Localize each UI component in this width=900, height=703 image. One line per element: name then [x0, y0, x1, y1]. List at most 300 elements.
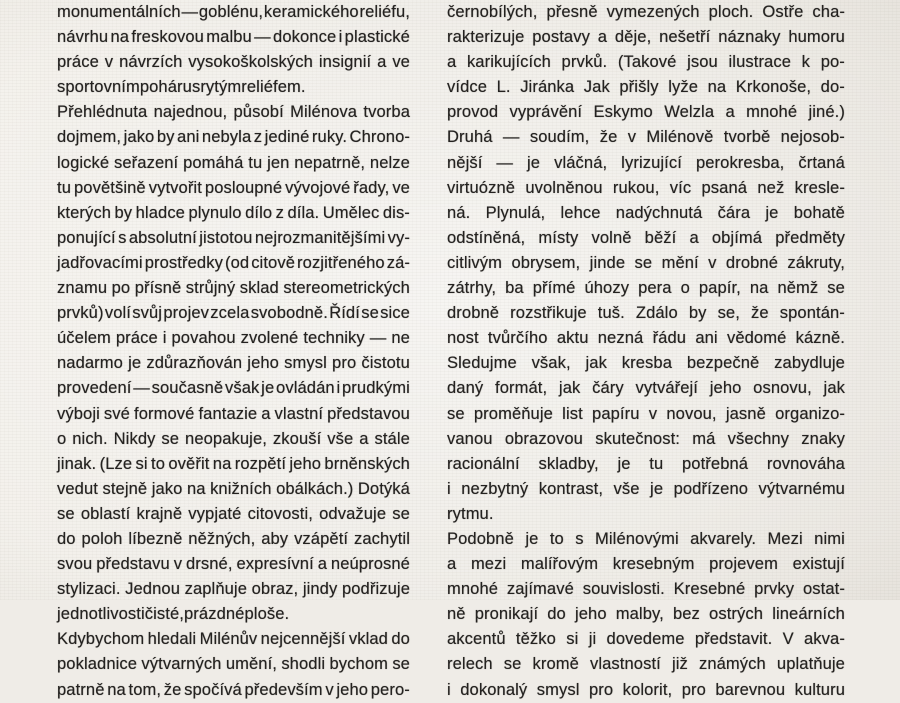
word: vymezených: [606, 3, 700, 21]
word: čáry: [592, 379, 624, 398]
word: umění,: [225, 655, 277, 674]
word: racionální: [447, 454, 520, 473]
word: vypjaté: [188, 504, 242, 523]
word: —: [254, 28, 271, 47]
word: zaplňuje: [184, 580, 248, 599]
word: citlivým: [447, 253, 503, 272]
text-line: [447, 477, 845, 502]
word: nepatrně,: [294, 153, 366, 172]
word: vzápětí: [294, 529, 349, 548]
word: Kdybychom: [57, 630, 145, 649]
word: výtvarných: [141, 655, 222, 674]
word: daný: [447, 379, 484, 398]
paragraph: [57, 627, 410, 702]
word: úhozy: [584, 279, 630, 298]
word: se: [361, 304, 379, 323]
word: nost: [447, 329, 479, 348]
word: pero-: [370, 680, 410, 699]
word: ani: [695, 329, 718, 348]
word: se: [161, 429, 180, 448]
word: potřebná: [682, 454, 749, 473]
word: místy: [538, 228, 579, 247]
word: pomáhá: [183, 153, 244, 172]
word: se: [392, 655, 410, 674]
word: Mezi: [767, 529, 803, 548]
text-line: [57, 226, 410, 251]
word: vláčná,: [554, 153, 608, 172]
text-line: [57, 427, 410, 452]
text-line: [447, 602, 845, 627]
word: má: [692, 429, 716, 448]
word: stejně: [102, 479, 148, 498]
word: jinak.: [57, 454, 97, 473]
word: přesně: [546, 3, 598, 21]
word: a: [597, 28, 608, 47]
text-line: [57, 125, 410, 150]
word: tu: [57, 178, 72, 197]
word: vývojové: [285, 178, 351, 197]
word: plynulo: [188, 203, 242, 222]
word: se: [634, 253, 653, 272]
paragraph: [447, 527, 845, 703]
word: bez: [672, 605, 700, 624]
word: aby: [261, 529, 289, 548]
word: seřazení: [114, 153, 179, 172]
word: vklad: [348, 630, 388, 649]
text-line: [57, 602, 410, 627]
text-line: [57, 75, 410, 100]
word: nejcennější: [260, 630, 346, 649]
word: Eskymo: [593, 103, 653, 122]
word: je: [261, 379, 275, 398]
word: díla.: [287, 203, 320, 222]
word: je: [128, 354, 142, 373]
word: si: [566, 630, 579, 649]
word: se: [827, 279, 845, 298]
text-line: [447, 151, 845, 176]
word: se: [447, 404, 465, 423]
word: insignií: [318, 53, 372, 72]
word: zabydluje: [774, 354, 845, 373]
word: projev: [163, 304, 210, 323]
word: nější: [447, 153, 483, 172]
word: představou: [327, 404, 410, 423]
word: prázdné: [184, 605, 245, 624]
word: Podobně: [447, 529, 514, 548]
word: práce: [57, 53, 99, 72]
word: kolorit,: [622, 680, 673, 699]
word: známých: [698, 655, 766, 674]
word: ponující: [57, 228, 116, 247]
word: ploše.: [244, 605, 290, 624]
text-line: [57, 301, 410, 326]
word: smysl: [536, 680, 580, 699]
text-line: [447, 125, 845, 150]
word: by: [156, 128, 175, 147]
word: monumentálních: [57, 3, 181, 21]
word: výtvarnému: [758, 479, 845, 498]
word: Řídí: [329, 304, 360, 323]
word: reliéfem.: [241, 78, 306, 97]
word: nezbytný: [461, 479, 529, 498]
left-text-column: [57, 0, 410, 703]
word: najednou,: [153, 103, 228, 122]
word: odvažuje: [319, 504, 387, 523]
word: Jak: [583, 78, 610, 97]
word: zkouší: [272, 429, 322, 448]
word: ji: [588, 630, 597, 649]
word: papíru: [592, 404, 640, 423]
word: shodli: [281, 655, 326, 674]
word: poháru: [139, 78, 192, 97]
word: zákruty,: [787, 253, 845, 272]
word: zajímavé: [506, 580, 574, 599]
text-line: [447, 100, 845, 125]
word: na: [707, 78, 727, 97]
word: techniky: [303, 329, 365, 348]
text-line: [447, 176, 845, 201]
word: Sledujme: [447, 354, 517, 373]
word: Jednou: [125, 580, 180, 599]
word: tvorbě: [723, 128, 771, 147]
word: těžko: [515, 630, 556, 649]
word: sportovním: [57, 78, 140, 97]
word: čisté,: [144, 605, 185, 624]
word: znaky: [801, 429, 845, 448]
word: a: [377, 53, 387, 72]
word: Jiránka: [520, 78, 575, 97]
word: i: [338, 28, 343, 47]
word: ně: [447, 605, 466, 624]
word: po-: [820, 53, 845, 72]
word: v: [173, 555, 183, 574]
word: drobné: [725, 253, 779, 272]
text-line: [57, 0, 410, 25]
word: akva-: [804, 630, 845, 649]
word: Zdálo: [635, 304, 678, 323]
word: organizo-: [775, 404, 845, 423]
text-line: [447, 251, 845, 276]
word: kresebným: [612, 555, 695, 574]
word: povahou: [171, 329, 236, 348]
text-line: [447, 276, 845, 301]
word: něžných,: [188, 529, 256, 548]
word: se: [57, 504, 75, 523]
paragraph: [57, 100, 410, 627]
word: vanou: [447, 429, 493, 448]
word: jak: [823, 379, 845, 398]
word: jednotlivosti: [57, 605, 145, 624]
word: odstíněná,: [447, 228, 526, 247]
word: krajně: [136, 504, 183, 523]
word: že: [751, 304, 769, 323]
word: na: [186, 479, 206, 498]
word: vědomé: [726, 329, 787, 348]
word: na: [107, 680, 126, 699]
word: stylizaci.: [57, 580, 121, 599]
word: kázně.: [795, 329, 845, 348]
word: nimi: [814, 529, 845, 548]
text-line: [57, 176, 410, 201]
word: uvolněnou: [525, 178, 603, 197]
word: děje,: [614, 28, 652, 47]
word: prvků): [57, 304, 104, 323]
text-line: [447, 427, 845, 452]
word: rukou,: [612, 178, 660, 197]
text-line: [57, 452, 410, 477]
word: proměňuje: [473, 404, 553, 423]
word: akvarely.: [690, 529, 757, 548]
word: jinde: [589, 253, 626, 272]
word: volně: [591, 228, 632, 247]
word: ve: [392, 178, 410, 197]
text-line: [447, 0, 845, 25]
word: postavy: [532, 28, 590, 47]
word: jindy: [302, 580, 338, 599]
word: z: [275, 203, 284, 222]
text-line: [447, 201, 845, 226]
word: povětšině: [74, 178, 146, 197]
word: (Lze: [99, 454, 133, 473]
word: Welzla: [664, 103, 715, 122]
word: pro: [588, 680, 614, 699]
word: než: [757, 178, 785, 197]
word: Kresebné: [673, 580, 746, 599]
word: formové: [133, 404, 195, 423]
word: existují: [792, 555, 845, 574]
text-line: [447, 552, 845, 577]
word: list: [562, 404, 583, 423]
word: víc: [669, 178, 692, 197]
word: vy-: [387, 228, 410, 247]
word: a: [447, 555, 457, 574]
word: nelze: [369, 153, 410, 172]
text-line: [57, 502, 410, 527]
word: hledali: [147, 630, 197, 649]
word: karikujících: [466, 53, 551, 72]
word: prostředky: [144, 253, 223, 272]
word: je: [650, 479, 664, 498]
word: všechny: [727, 429, 790, 448]
word: citově: [251, 253, 296, 272]
word: však: [224, 379, 260, 398]
text-line: [57, 552, 410, 577]
word: působí: [233, 103, 284, 122]
word: strůjný: [185, 279, 236, 298]
word: běží: [644, 228, 677, 247]
word: a: [689, 228, 699, 247]
word: s: [575, 529, 584, 548]
word: vyprávění: [509, 103, 583, 122]
word: lyrizující: [621, 153, 682, 172]
word: soudím,: [529, 128, 590, 147]
word: souvislosti.: [582, 580, 665, 599]
word: pronikají: [474, 605, 539, 624]
text-line: [447, 326, 845, 351]
word: brněnských: [324, 454, 410, 473]
word: na: [212, 454, 232, 473]
word: obálkách.): [276, 479, 354, 498]
word: a: [317, 555, 328, 574]
word: i: [447, 680, 451, 699]
word: rovnováha: [766, 454, 845, 473]
word: zdůrazňován: [146, 354, 243, 373]
paragraph: [447, 0, 845, 527]
word: —: [369, 329, 387, 348]
word: lyže: [668, 78, 699, 97]
word: prvků.: [561, 53, 608, 72]
word: líbezně: [128, 529, 183, 548]
word: rozjitřeného: [297, 253, 385, 272]
text-line: [447, 301, 845, 326]
text-line: [57, 351, 410, 376]
word: V: [782, 630, 794, 649]
word: stereometrických: [283, 279, 410, 298]
word: dovedeme: [606, 630, 685, 649]
word: o: [680, 279, 690, 298]
word: představit.: [694, 630, 773, 649]
word: pokladnice: [57, 655, 138, 674]
word: volí: [104, 304, 131, 323]
word: řady,: [353, 178, 390, 197]
word: řádu: [652, 329, 687, 348]
word: ostat-: [802, 580, 845, 599]
word: —: [181, 3, 199, 21]
word: nezná: [597, 329, 644, 348]
text-line: [447, 652, 845, 677]
word: černobílých,: [447, 3, 538, 21]
word: i: [336, 379, 341, 398]
word: tvorba: [363, 103, 410, 122]
word: dojmem,: [57, 128, 122, 147]
word: nešetří: [659, 28, 711, 47]
text-line: [447, 226, 845, 251]
paragraph: [57, 0, 410, 100]
word: své: [103, 404, 130, 423]
word: dis-: [382, 203, 410, 222]
word: s: [118, 228, 127, 247]
word: Ostře: [762, 3, 804, 21]
word: Milénovými: [595, 529, 679, 548]
word: vlastní: [274, 404, 324, 423]
word: nich.: [72, 429, 108, 448]
word: a: [261, 404, 271, 423]
word: z: [253, 128, 263, 147]
word: papír,: [698, 279, 741, 298]
text-line: [447, 402, 845, 427]
word: stále: [374, 429, 410, 448]
word: jako: [123, 128, 155, 147]
word: na: [110, 28, 130, 47]
text-line: [447, 25, 845, 50]
word: čára: [717, 203, 751, 222]
word: Nikdy: [113, 429, 156, 448]
word: expresívní: [236, 555, 314, 574]
word: je: [527, 153, 541, 172]
word: jak: [585, 354, 607, 373]
word: ne: [391, 329, 410, 348]
word: fantazie: [198, 404, 258, 423]
word: v: [325, 680, 334, 699]
word: nebyla: [201, 128, 252, 147]
word: pro: [681, 680, 706, 699]
word: jeho: [709, 379, 742, 398]
word: neopakuje,: [185, 429, 267, 448]
word: jeho: [247, 354, 279, 373]
word: vysokoškolských: [188, 53, 313, 72]
word: ná.: [447, 203, 471, 222]
word: dokonce: [273, 28, 337, 47]
word: kterých: [57, 203, 112, 222]
word: vytvářejí: [635, 379, 699, 398]
word: dílo: [245, 203, 273, 222]
word: že: [599, 128, 618, 147]
word: sice: [380, 304, 410, 323]
text-line: [57, 527, 410, 552]
word: v: [104, 53, 114, 72]
word: již: [671, 655, 688, 674]
word: vídce: [447, 78, 488, 97]
word: Milénův: [199, 630, 258, 649]
word: novou,: [666, 404, 717, 423]
text-line: [57, 276, 410, 301]
word: podřízeno: [673, 479, 749, 498]
word: by: [688, 304, 707, 323]
word: by: [114, 203, 133, 222]
word: Milénova: [290, 103, 358, 122]
word: Chrono-: [349, 128, 410, 147]
word: plastické: [344, 28, 410, 47]
text-line: [447, 75, 845, 100]
word: perokresba,: [695, 153, 785, 172]
word: na: [749, 279, 769, 298]
word: kulturu: [794, 680, 845, 699]
word: je: [765, 203, 779, 222]
word: nejrozmanitějšími: [254, 228, 386, 247]
word: —: [496, 153, 514, 172]
word: malbu: [206, 28, 252, 47]
word: reliéfu,: [359, 3, 410, 21]
word: nadarmo: [57, 354, 123, 373]
word: to: [549, 529, 564, 548]
word: v: [648, 404, 658, 423]
word: jeho: [574, 605, 607, 624]
text-line: [57, 326, 410, 351]
text-line: [447, 351, 845, 376]
word: rozstřikuje: [510, 304, 587, 323]
word: ploch.: [708, 3, 754, 21]
word: i: [447, 479, 451, 498]
word: to: [151, 454, 166, 473]
word: provedení: [57, 379, 132, 398]
word: humoru: [788, 28, 845, 47]
word: tuš.: [597, 304, 625, 323]
word: bezpečně: [686, 354, 760, 373]
word: (Takové: [617, 53, 677, 72]
word: malířovým: [520, 555, 599, 574]
word: lehce: [560, 203, 601, 222]
word: barevnou: [715, 680, 786, 699]
word: přísně: [134, 279, 182, 298]
text-line: [57, 477, 410, 502]
word: rytým: [200, 78, 242, 97]
word: ověřit: [168, 454, 210, 473]
text-line: [447, 678, 845, 703]
word: Druhá: [447, 128, 493, 147]
word: smysl: [284, 354, 327, 373]
word: ba: [505, 279, 524, 298]
word: do: [391, 630, 410, 649]
